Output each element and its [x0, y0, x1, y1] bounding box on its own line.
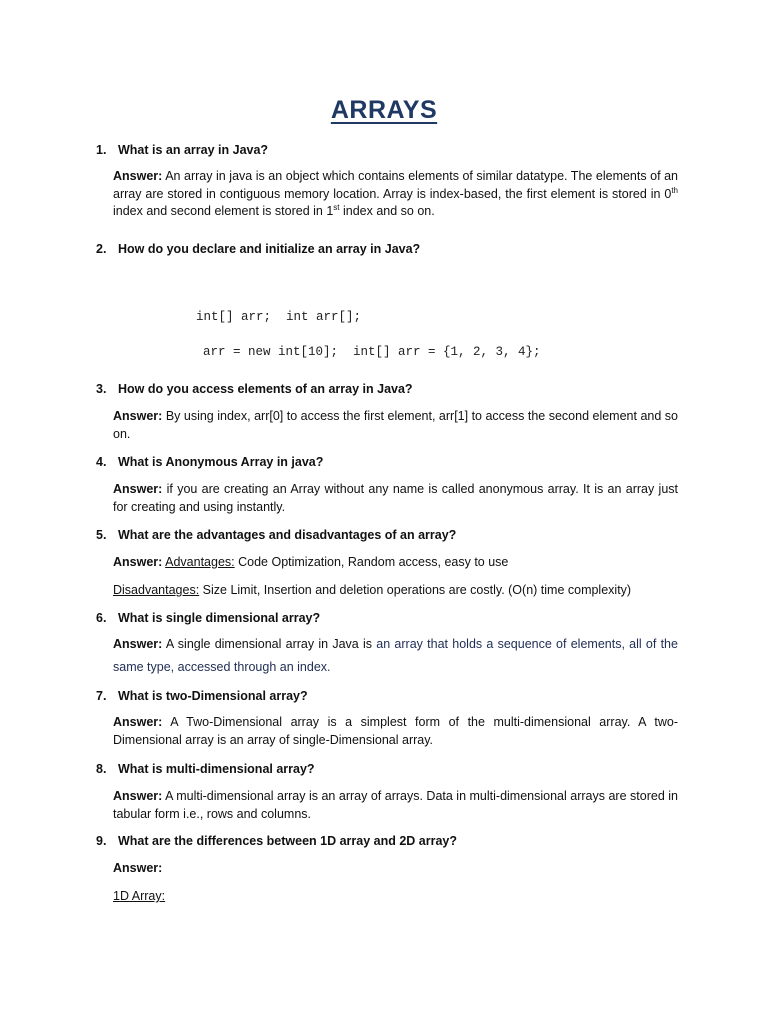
question-1: 1. What is an array in Java?: [96, 143, 269, 157]
answer-4: Answer: if you are creating an Array without any name is called anonymous array. It is an array just for creating and using instantly.: [113, 482, 678, 514]
question-6: 6. What is single dimensional array?: [96, 611, 321, 625]
question-4: 4. What is Anonymous Array in java?: [96, 455, 324, 469]
question-9: 9. What are the differences between 1D array and 2D array?: [96, 834, 458, 848]
question-8: 8. What is multi-dimensional array?: [96, 762, 315, 776]
question-2: 2. How do you declare and initialize an array in Java?: [96, 242, 421, 256]
code-line-1: int[] arr; int arr[];: [196, 310, 362, 324]
question-5: 5. What are the advantages and disadvantages of an array?: [96, 528, 457, 542]
answer-5-advantages: Answer: Advantages: Code Optimization, Random access, easy to use: [113, 555, 509, 569]
answer-9-subheading: 1D Array:: [113, 889, 166, 903]
code-line-2: arr = new int[10]; int[] arr = {1, 2, 3, 4};: [203, 345, 541, 359]
question-7: 7. What is two-Dimensional array?: [96, 689, 308, 703]
answer-9-label: Answer:: [113, 861, 163, 875]
page-title: ARRAYS: [330, 96, 438, 124]
answer-1: Answer: An array in java is an object which contains elements of similar datatype. The elements of an array are stored in contiguous memory location. Array is index-based, the first element is stored in 0th index and second element is stored in 1st index and so on.: [113, 169, 678, 218]
answer-3: Answer: By using index, arr[0] to access the first element, arr[1] to access the second element and so on.: [113, 409, 678, 441]
answer-8: Answer: A multi-dimensional array is an array of arrays. Data in multi-dimensional arrays are stored in tabular form i.e., rows and columns.: [113, 789, 678, 821]
question-3: 3. How do you access elements of an array in Java?: [96, 382, 413, 396]
answer-7: Answer: A Two-Dimensional array is a simplest form of the multi-dimensional array. A two-Dimensional array is an array of single-Dimensional array.: [113, 715, 678, 747]
answer-5-disadvantages: Disadvantages: Size Limit, Insertion and deletion operations are costly. (O(n) time complexity): [113, 583, 632, 597]
answer-6: Answer: A single dimensional array in Java is an array that holds a sequence of elements, all of the same type, accessed through an index.: [113, 637, 678, 674]
